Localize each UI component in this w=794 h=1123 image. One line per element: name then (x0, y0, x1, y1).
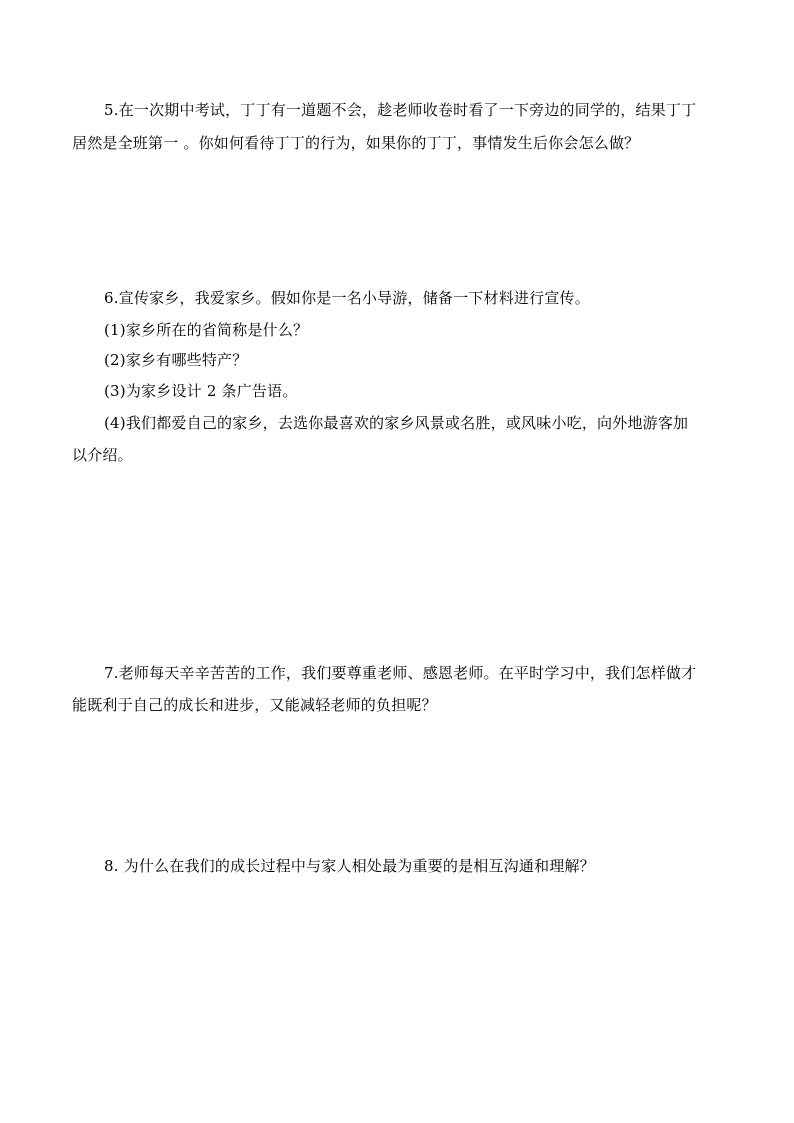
question-8-line-1: 8. 为什么在我们的成长过程中与家人相处最为重要的是相互沟通和理解？ (104, 857, 595, 875)
question-5-line-1: 5.在一次期中考试，丁丁有一道题不会，趁老师收卷时看了一下旁边的同学的，结果丁丁 (104, 101, 697, 119)
question-6-line-1: 6.宣传家乡，我爱家乡。假如你是一名小导游，储备一下材料进行宣传。 (104, 289, 590, 307)
question-6-sub-2: (2)家乡有哪些特产？ (104, 351, 248, 369)
question-7-line-2: 能既利于自己的成长和进步，又能减轻老师的负担呢？ (72, 696, 437, 714)
question-6-sub-1: (1)家乡所在的省简称是什么？ (104, 321, 309, 339)
question-5-line-2: 居然是全班第一 。你如何看待丁丁的行为，如果你的丁丁，事情发生后你会怎么做？ (72, 134, 640, 152)
question-6-sub-4-line-2: 以介绍。 (72, 446, 133, 464)
question-6-sub-4-line-1: (4)我们都爱自己的家乡，去选你最喜欢的家乡风景或名胜，或风味小吃，向外地游客加 (104, 414, 689, 432)
question-6-sub-3: (3)为家乡设计 2 条广告语。 (104, 382, 298, 400)
question-7-line-1: 7.老师每天辛辛苦苦的工作，我们要尊重老师、感恩老师。在平时学习中，我们怎样做才 (104, 664, 697, 682)
